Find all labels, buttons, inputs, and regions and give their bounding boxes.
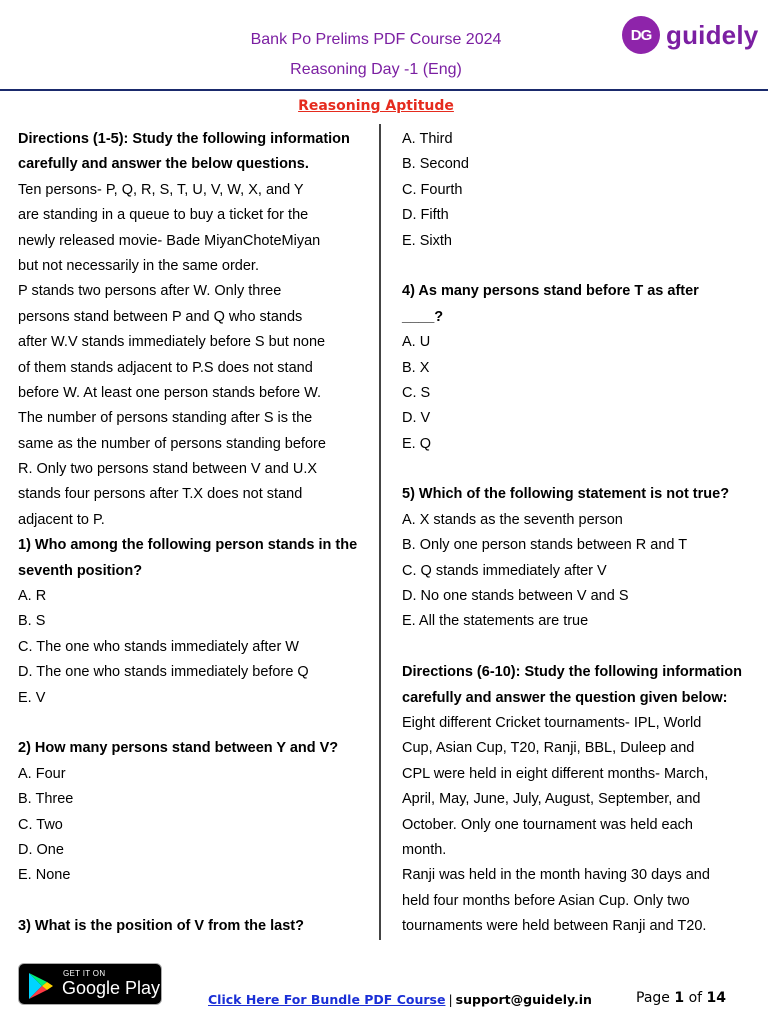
text-line: Ten persons- P, Q, R, S, T, U, V, W, X, and Y xyxy=(18,181,304,198)
logo-wordmark: guidely xyxy=(666,19,759,50)
text-line: B. X xyxy=(402,359,430,376)
text-line: 1) Who among the following person stands in the xyxy=(18,537,358,554)
text-line: carefully and answer the question given below: xyxy=(402,689,728,706)
course-title: Bank Po Prelims PDF Course 2024 xyxy=(250,31,502,48)
bundle-course-link[interactable]: Click Here For Bundle PDF Course xyxy=(208,992,446,1007)
text-line: C. S xyxy=(402,384,431,401)
text-line: C. Fourth xyxy=(402,181,463,198)
google-play-badge[interactable] xyxy=(18,963,162,1005)
text-line: B. Only one person stands between R and T xyxy=(402,537,688,554)
text-line: month. xyxy=(402,841,447,858)
blank-line xyxy=(402,254,758,279)
text-line: persons stand between P and Q who stands xyxy=(18,308,303,325)
text-line: of them stands adjacent to P.S does not stand xyxy=(18,359,313,376)
page-current: 1 xyxy=(674,990,685,1006)
text-line: Directions (6-10): Study the following information xyxy=(402,664,742,681)
text-line: after W.V stands immediately before S but none xyxy=(18,334,326,351)
text-line: 4) As many persons stand before T as after xyxy=(402,283,699,300)
text-line: Cup, Asian Cup, T20, Ranji, BBL, Duleep and xyxy=(402,740,695,757)
day-subtitle: Reasoning Day -1 (Eng) xyxy=(290,61,462,78)
text-line: B. Three xyxy=(18,791,74,808)
badge-store-name: Google Play xyxy=(62,978,161,998)
section-title: Reasoning Aptitude xyxy=(298,98,454,114)
blank-line xyxy=(402,457,758,482)
text-line: carefully and answer the below questions. xyxy=(18,156,309,173)
text-line: C. Two xyxy=(18,816,63,833)
text-line: CPL were held in eight different months- March, xyxy=(402,765,709,782)
page-label: Page xyxy=(636,990,670,1006)
text-line: A. X stands as the seventh person xyxy=(402,511,623,528)
text-line: C. The one who stands immediately after W xyxy=(18,638,299,655)
text-line: D. One xyxy=(18,841,64,858)
text-line: before W. At least one person stands before W. xyxy=(18,384,322,401)
text-line: D. The one who stands immediately before Q xyxy=(18,664,309,681)
text-line: B. S xyxy=(18,613,46,630)
text-line: Eight different Cricket tournaments- IPL, World xyxy=(402,714,702,731)
text-line: April, May, June, July, August, September, and xyxy=(402,791,701,808)
google-play-icon xyxy=(28,972,54,1000)
badge-caption: GET IT ON xyxy=(63,969,106,978)
text-line: D. V xyxy=(402,410,431,427)
text-line: 2) How many persons stand between Y and V? xyxy=(18,740,339,757)
text-line: A. Third xyxy=(402,131,453,147)
page-of: of xyxy=(688,990,703,1006)
text-line: R. Only two persons stand between V and U.X xyxy=(18,461,318,478)
text-line: seventh position? xyxy=(18,562,143,579)
text-line: October. Only one tournament was held each xyxy=(402,816,693,833)
footer-links xyxy=(208,992,592,1007)
page-number xyxy=(636,990,726,1006)
column-divider xyxy=(379,124,381,940)
header-divider xyxy=(0,89,768,91)
text-line: C. Q stands immediately after V xyxy=(402,562,607,579)
text-line: but not necessarily in the same order. xyxy=(18,257,259,274)
text-line: B. Second xyxy=(402,156,469,173)
blank-line xyxy=(18,889,366,914)
text-line: ____? xyxy=(402,308,444,325)
page-total: 14 xyxy=(706,990,726,1006)
text-line: Directions (1-5): Study the following information xyxy=(18,131,350,147)
text-line: held four months before Asian Cup. Only two xyxy=(402,892,690,909)
text-line: are standing in a queue to buy a ticket for the xyxy=(18,207,309,224)
text-line: E. Sixth xyxy=(402,232,452,249)
text-line: 3) What is the position of V from the last? xyxy=(18,918,304,935)
left-column xyxy=(18,127,366,940)
text-line: newly released movie- Bade MiyanChoteMiyan xyxy=(18,232,321,249)
text-line: 5) Which of the following statement is not true? xyxy=(402,486,730,503)
text-line: Ranji was held in the month having 30 days and xyxy=(402,867,710,884)
text-line: P stands two persons after W. Only three xyxy=(18,283,282,300)
footer-separator: | xyxy=(448,992,453,1007)
logo-mark-icon: DG xyxy=(622,16,660,54)
right-column xyxy=(402,127,758,940)
text-line: E. All the statements are true xyxy=(402,613,589,630)
text-line: adjacent to P. xyxy=(18,511,105,528)
text-line: D. No one stands between V and S xyxy=(402,588,629,605)
text-line: A. U xyxy=(402,334,431,351)
support-email[interactable]: support@guidely.in xyxy=(455,992,592,1007)
text-line: A. Four xyxy=(18,765,66,782)
text-line: tournaments were held between Ranji and T20. xyxy=(402,918,707,935)
guidely-logo xyxy=(622,16,758,54)
text-line: D. Fifth xyxy=(402,207,449,224)
text-line: A. R xyxy=(18,588,47,605)
blank-line xyxy=(18,711,366,736)
blank-line xyxy=(402,635,758,660)
text-line: The number of persons standing after S is the xyxy=(18,410,313,427)
text-line: stands four persons after T.X does not stand xyxy=(18,486,303,503)
text-line: E. None xyxy=(18,867,71,884)
text-line: E. Q xyxy=(402,435,432,452)
text-line: E. V xyxy=(18,689,46,706)
text-line: same as the number of persons standing before xyxy=(18,435,326,452)
